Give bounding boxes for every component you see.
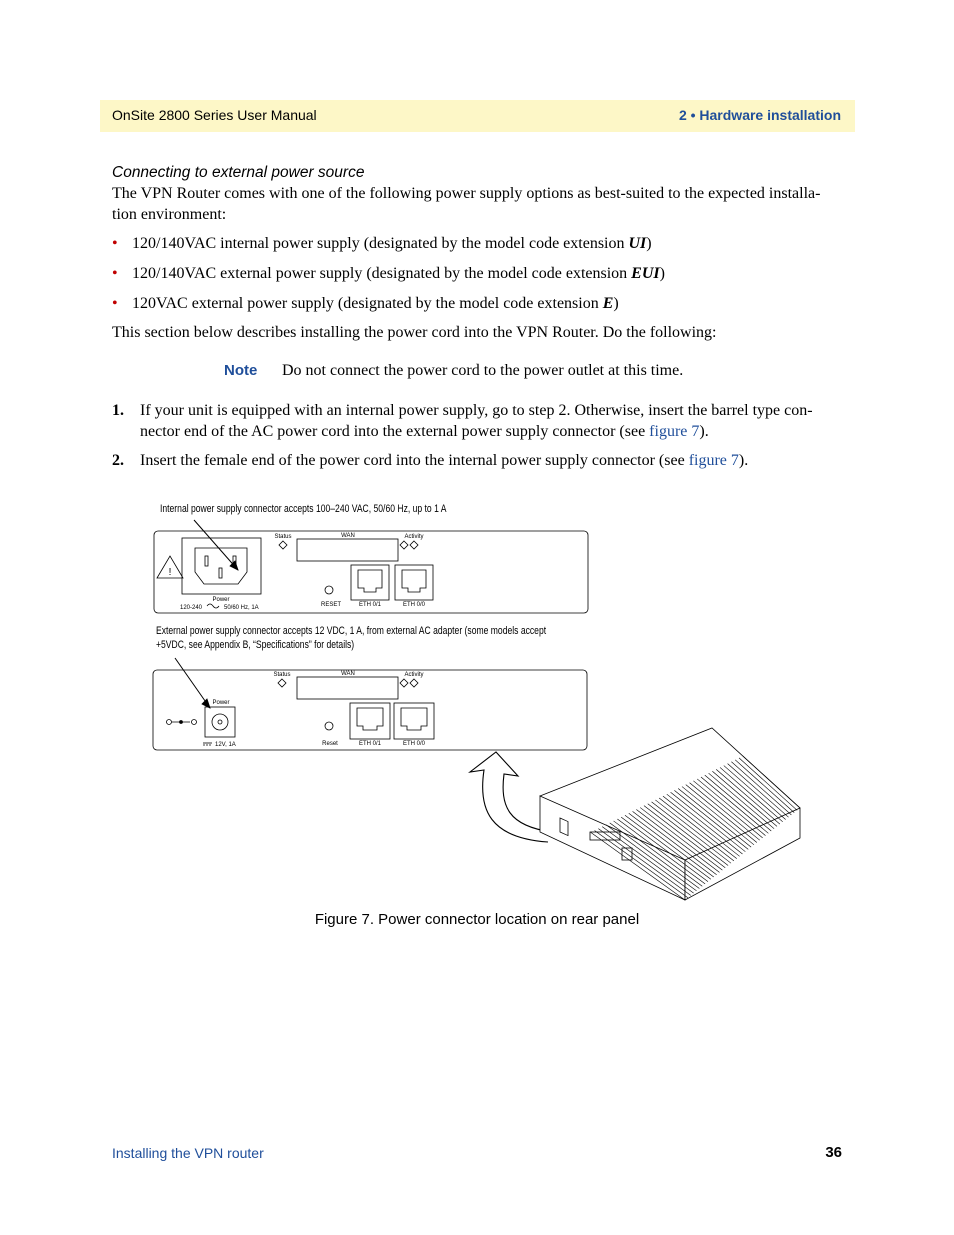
figure-link[interactable]: figure 7 xyxy=(688,452,739,469)
bullet-end: ) xyxy=(613,295,619,312)
eth-label: ETH 0/1 xyxy=(358,602,382,608)
model-code: E xyxy=(602,295,614,312)
section-heading: Connecting to external power source xyxy=(112,164,365,181)
reset-label: Reset xyxy=(322,741,338,747)
intro-line-1: The VPN Router comes with one of the following power supply options as best-suited to the expected installa- xyxy=(112,185,821,202)
rating-label: 12V, 1A xyxy=(215,742,236,748)
bullet-text: 120/140VAC external power supply (designated by the model code extension xyxy=(132,265,632,282)
polarity-icon xyxy=(192,720,197,725)
activity-label: Activity xyxy=(404,534,424,540)
dc-jack-icon xyxy=(212,714,228,730)
socket-pin xyxy=(205,556,208,566)
bullet-end: ) xyxy=(646,235,652,252)
status-led-icon xyxy=(278,679,286,687)
step-number: 2. xyxy=(112,452,124,469)
wan-label: WAN xyxy=(341,533,355,539)
status-led-icon xyxy=(279,541,287,549)
callout-external-line-1: External power supply connector accepts 12 VDC, 1 A, from external AC adapter (some models accept xyxy=(156,625,547,637)
activity-led-icon xyxy=(410,679,418,687)
bullet-text: 120/140VAC internal power supply (designated by the model code extension xyxy=(132,235,629,252)
footer-section-title: Installing the VPN router xyxy=(112,1145,264,1161)
dc-jack-frame xyxy=(205,707,235,737)
status-label: Status xyxy=(273,672,291,678)
eth-label: ETH 0/0 xyxy=(402,741,426,747)
step-text-end: ). xyxy=(738,452,749,469)
rating-label: 120-240 xyxy=(180,605,203,611)
model-code: UI xyxy=(628,235,647,252)
wan-port xyxy=(297,677,398,699)
status-label: Status xyxy=(274,534,292,540)
callout-arrow xyxy=(194,520,238,570)
rj45-port-icon xyxy=(358,570,382,592)
step-text-end: ). xyxy=(699,423,709,440)
activity-led-icon xyxy=(410,541,418,549)
power-socket-frame xyxy=(182,538,261,594)
panel-external xyxy=(153,658,587,750)
step-number: 1. xyxy=(112,402,124,419)
callout-internal: Internal power supply connector accepts 100–240 VAC, 50/60 Hz, up to 1 A xyxy=(160,503,447,515)
dc-jack-pin xyxy=(218,720,222,724)
activity-label: Activity xyxy=(404,672,424,678)
rj45-port-icon xyxy=(402,570,426,592)
bullet-text: 120VAC external power supply (designated by the model code extension xyxy=(132,295,603,312)
reset-button xyxy=(325,722,333,730)
figure-caption: Figure 7. Power connector location on rear panel xyxy=(314,911,640,928)
socket-pin xyxy=(219,568,222,578)
section-description: This section below describes installing the power cord into the VPN Router. Do the following: xyxy=(112,324,717,341)
step-text-line: If your unit is equipped with an internal power supply, go to step 2. Otherwise, insert the barrel type con- xyxy=(140,402,813,419)
panel-internal xyxy=(154,520,588,613)
polarity-icon xyxy=(167,720,172,725)
model-code: EUI xyxy=(631,265,660,282)
page-number: 36 xyxy=(825,1144,842,1161)
rj45-port-icon xyxy=(401,708,427,730)
ac-symbol-icon xyxy=(207,604,219,608)
reset-label: RESET xyxy=(320,602,342,608)
eth-label: ETH 0/1 xyxy=(358,741,382,747)
wan-label: WAN xyxy=(341,671,355,677)
bullet-end: ) xyxy=(659,265,665,282)
chapter-title: 2 • Hardware installation xyxy=(678,107,841,123)
panel-outline xyxy=(153,670,587,750)
activity-led-icon xyxy=(400,679,408,687)
iec-socket-icon xyxy=(195,548,247,584)
router-illustration xyxy=(540,728,800,900)
wan-port xyxy=(297,539,398,561)
eth-label: ETH 0/0 xyxy=(402,602,426,608)
bullet-icon: • xyxy=(112,265,118,282)
power-label: Power xyxy=(212,700,230,706)
bullet-icon: • xyxy=(112,235,118,252)
reset-button xyxy=(325,586,333,594)
note-label: Note xyxy=(224,362,258,379)
manual-title: OnSite 2800 Series User Manual xyxy=(112,107,317,123)
note-text: Do not connect the power cord to the power outlet at this time. xyxy=(282,362,684,379)
polarity-icon xyxy=(180,721,183,724)
step-text-line: Insert the female end of the power cord into the internal power supply connector (see xyxy=(140,452,689,469)
power-label: Power xyxy=(212,597,230,603)
step-text-line: nector end of the AC power cord into the external power supply connector (see xyxy=(140,423,650,440)
activity-led-icon xyxy=(400,541,408,549)
warning-mark: ! xyxy=(168,567,172,578)
figure-link[interactable]: figure 7 xyxy=(649,423,700,440)
rating-label: 50/60 Hz, 1A xyxy=(224,605,259,611)
rj45-port-icon xyxy=(357,708,383,730)
bullet-icon: • xyxy=(112,295,118,312)
callout-arrow xyxy=(175,658,210,708)
intro-line-2: tion environment: xyxy=(112,206,227,223)
callout-external-line-2: +5VDC, see Appendix B, “Specifications” for details) xyxy=(156,639,355,651)
